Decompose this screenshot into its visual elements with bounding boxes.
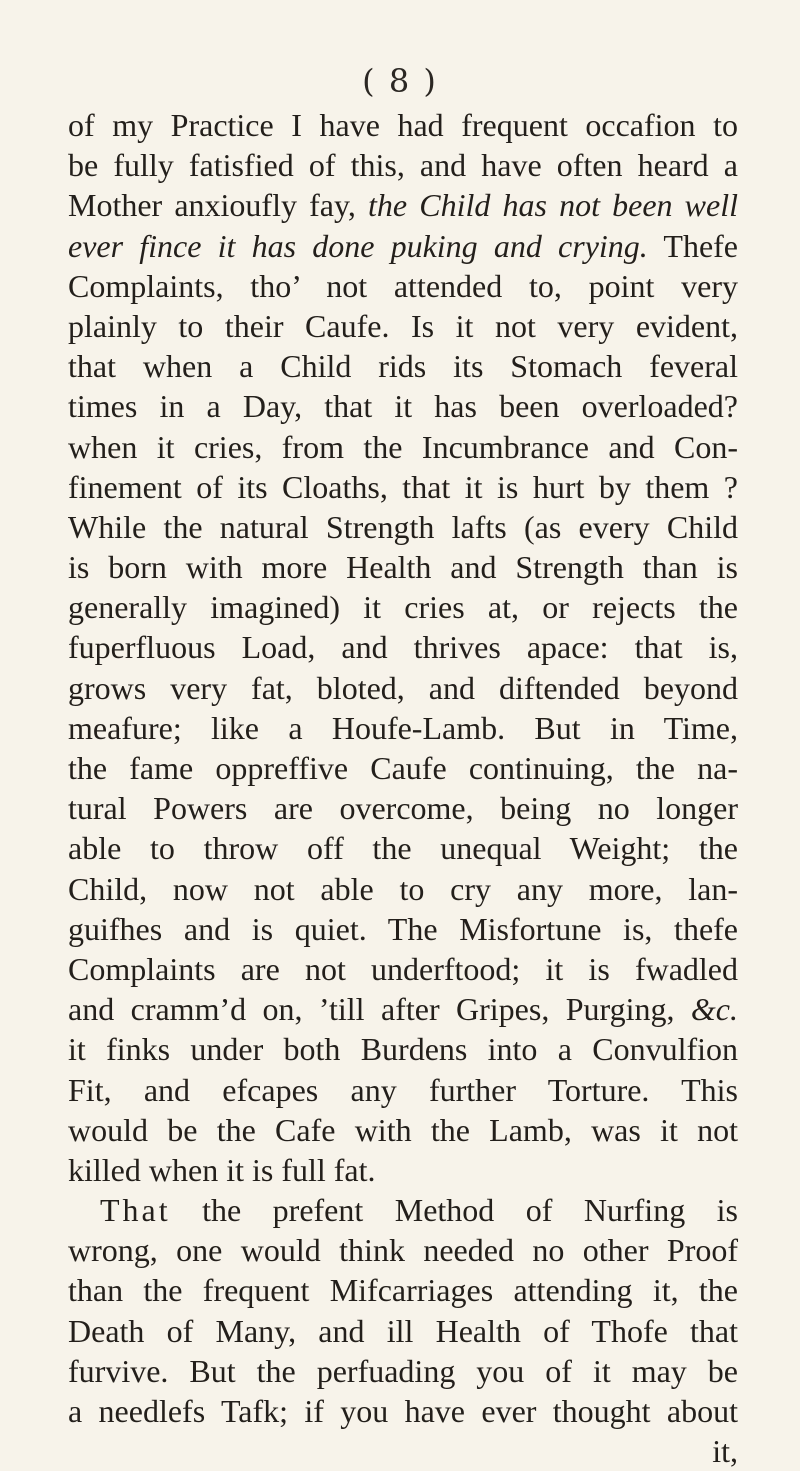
text-line: the fame oppreffive Caufe continuing, the na- (68, 750, 738, 786)
text-line: furvive. But the perfuading you of it may be (68, 1352, 738, 1389)
text-line: Fit, and efcapes any further Torture. This (68, 1071, 738, 1108)
text-line: killed when it is full fat. (68, 1151, 376, 1188)
text-line: would be the Cafe with the Lamb, was it not (68, 1111, 738, 1148)
italic-quote: ever fince it has done puking and crying. (68, 227, 648, 264)
text-line: Child, now not able to cry any more, lan- (68, 870, 738, 907)
text-line: be fully fatisfied of this, and have often heard a (68, 147, 738, 184)
text-line: meafure; like a Houfe-Lamb. But in Time, (68, 709, 738, 746)
text-line: generally imagined) it cries at, or rejects the (68, 589, 738, 626)
text-line: than the frequent Mifcarriages attending it, the (68, 1272, 738, 1309)
text-line: and cramm’d on, ’till after Gripes, Purging, &c. (68, 991, 738, 1028)
text-line: That the prefent Method of Nurfing is (100, 1192, 738, 1229)
text-line: wrong, one would think needed no other Proof (68, 1232, 738, 1269)
body-text (68, 105, 738, 1471)
text-line: Mother anxioufly fay, the Child has not been well (68, 187, 739, 224)
text-line: finement of its Cloaths, that it is hurt by them ? (68, 468, 738, 505)
text-line: guifhes and is quiet. The Misfortune is, thefe (68, 910, 738, 947)
text-line: that when a Child rids its Stomach feveral (68, 348, 738, 385)
smallcaps-word: That (100, 1192, 171, 1229)
text-line: of my Practice I have had frequent occafion to (68, 107, 738, 143)
page-number: ( 8 ) (362, 62, 438, 100)
text-line: is born with more Health and Strength than is (68, 549, 738, 586)
text-line: fuperfluous Load, and thrives apace: that is, (68, 629, 738, 666)
text-line: grows very fat, bloted, and diftended beyond (68, 669, 738, 706)
italic-quote: the Child has not been well (368, 187, 739, 224)
text-line: tural Powers are overcome, being no longer (68, 790, 738, 827)
text-line: Death of Many, and ill Health of Thofe that (68, 1312, 738, 1349)
text-line: plainly to their Caufe. Is it not very evident, (68, 307, 738, 344)
text-line: While the natural Strength lafts (as every Child (68, 508, 738, 545)
text-line: ever fince it has done puking and crying. Thefe (68, 227, 739, 264)
text-line: times in a Day, that it has been overloaded? (68, 388, 738, 425)
text-line: Complaints are not underftood; it is fwadled (68, 950, 738, 987)
text-line: Complaints, tho’ not attended to, point very (68, 267, 738, 304)
catchword: it, (712, 1433, 738, 1470)
italic-etc: &c. (690, 991, 738, 1028)
text-line: when it cries, from the Incumbrance and Con- (68, 428, 738, 465)
text-line: it finks under both Burdens into a Convulfion (68, 1031, 738, 1068)
text-line: a needlefs Tafk; if you have ever thought about (68, 1393, 738, 1429)
text-line: able to throw off the unequal Weight; the (68, 830, 738, 867)
